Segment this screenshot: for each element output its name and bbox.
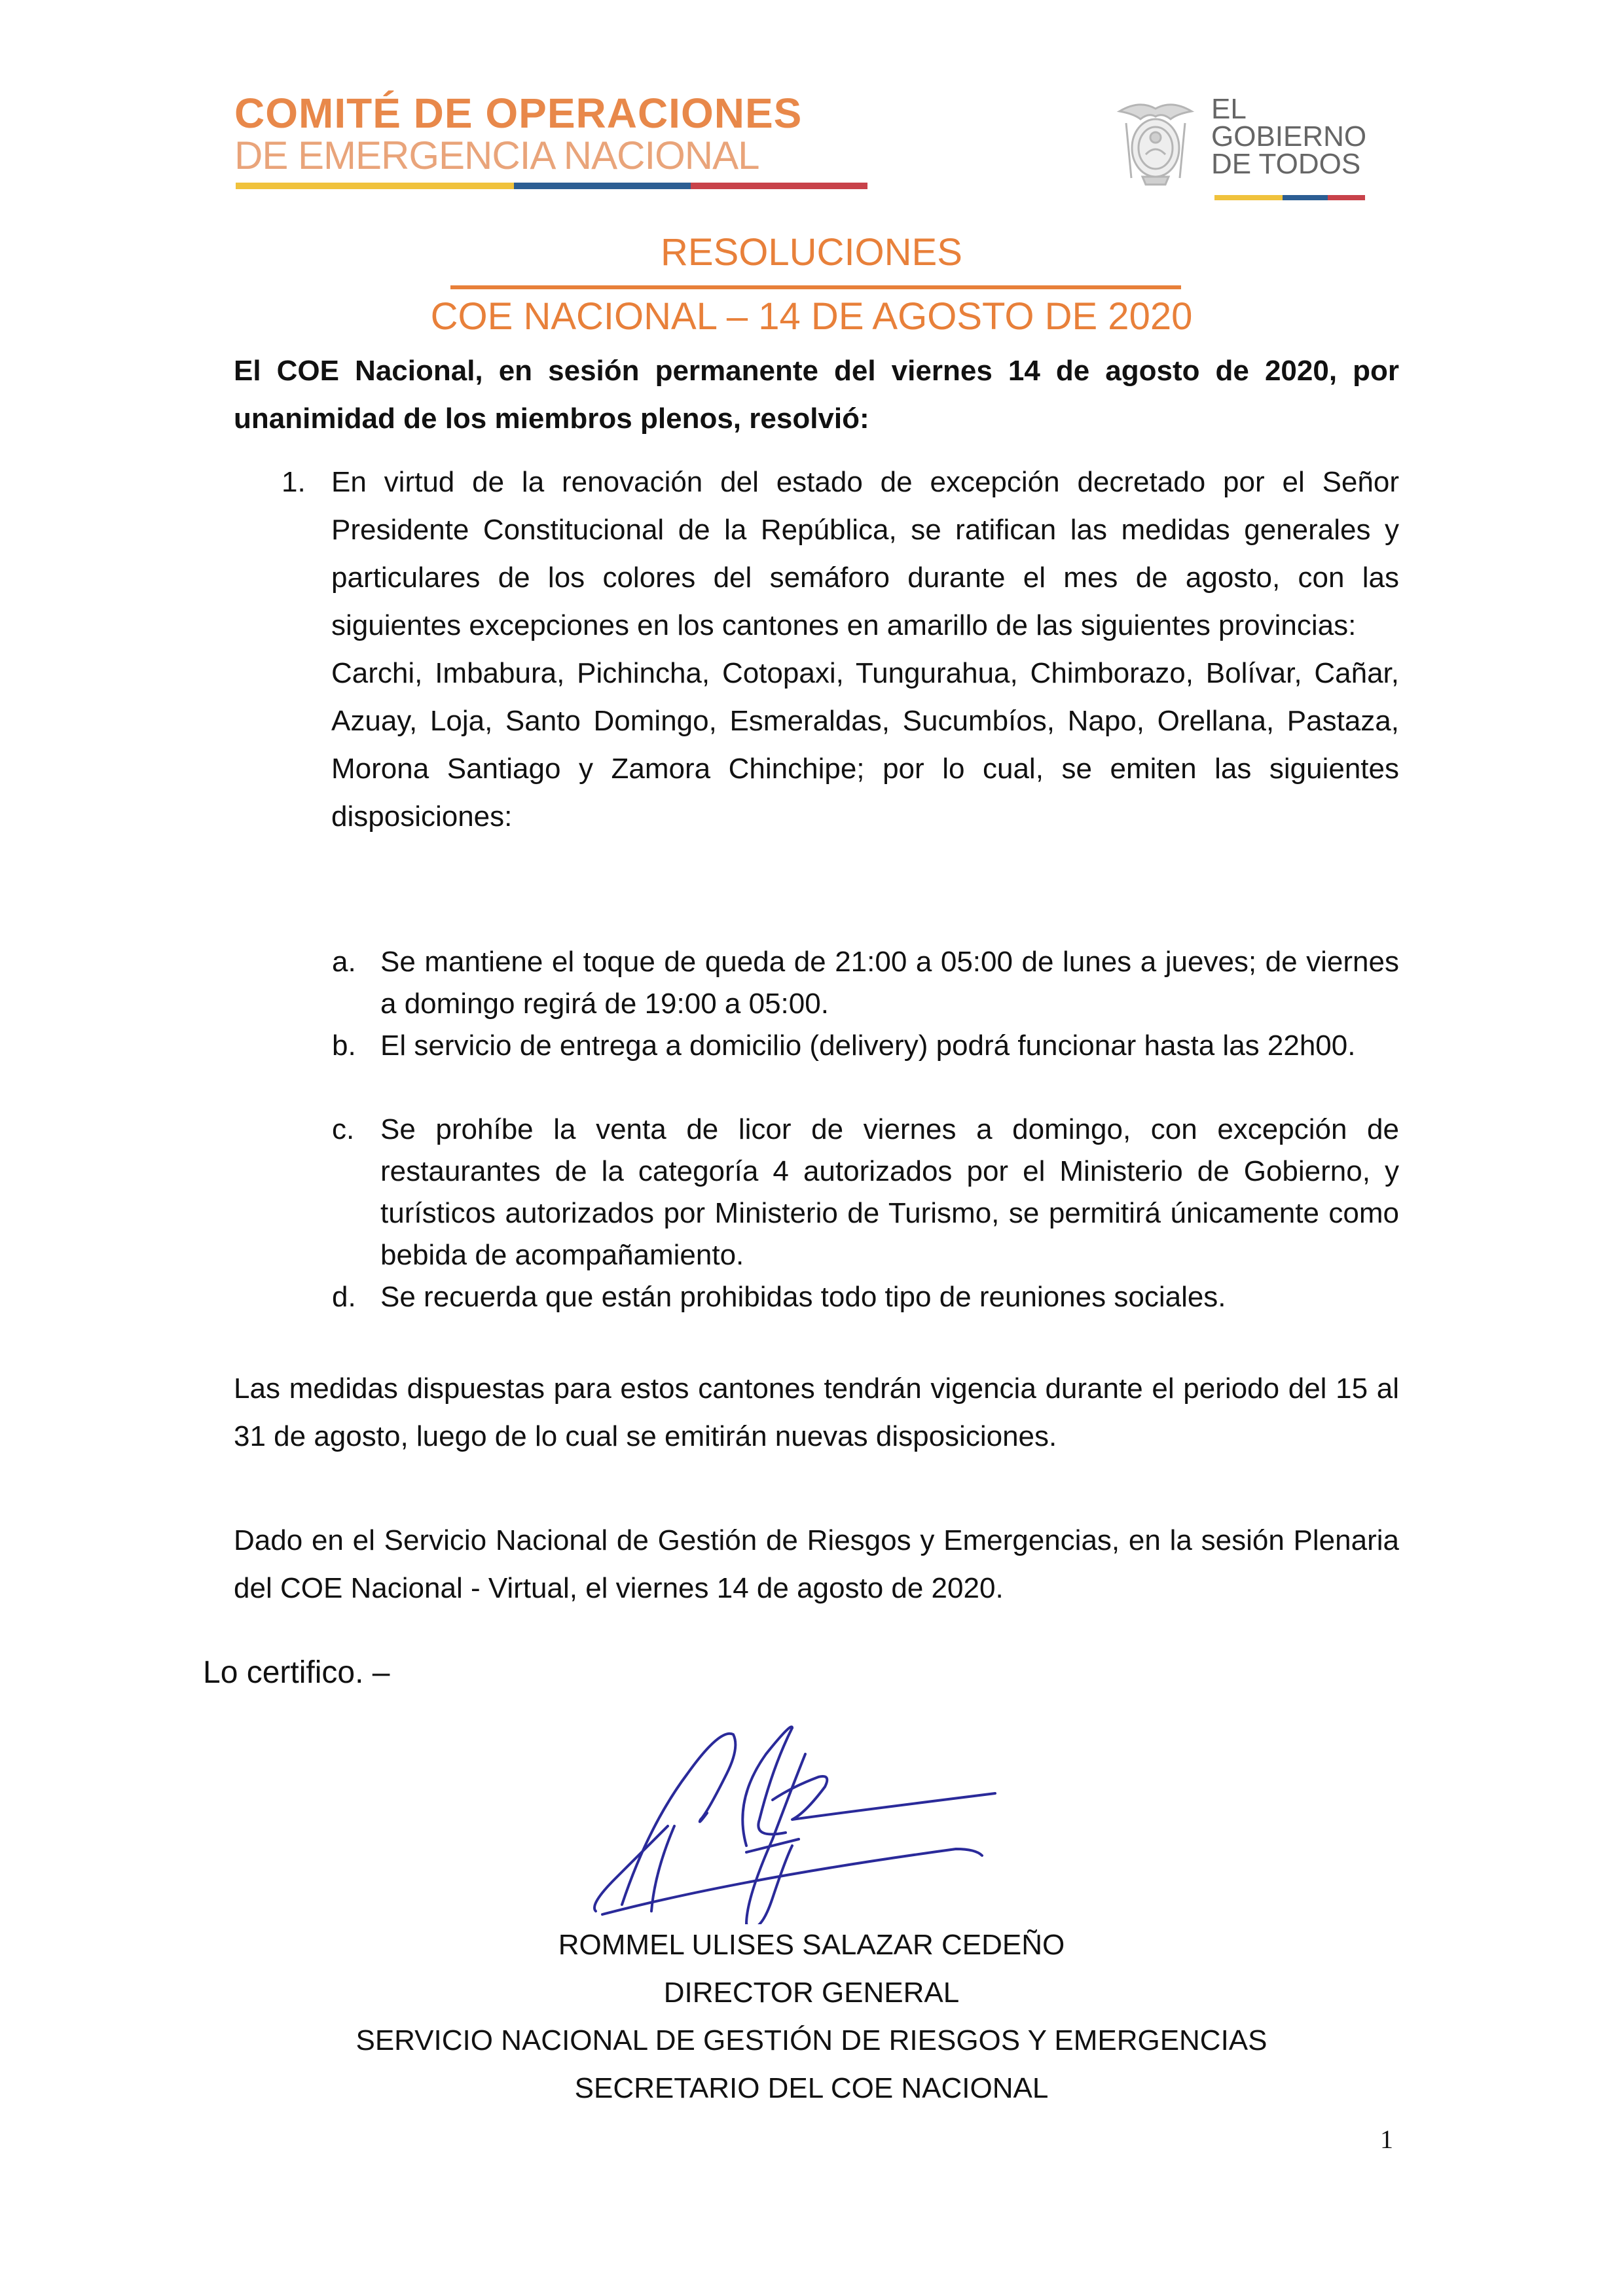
disposition-text: Se prohíbe la venta de licor de viernes a domingo, con excepción de restaurantes de la categoría 4 autorizados por el Ministerio de Gobierno, y turísticos autorizados por Ministerio de Turismo, se permitirá únicamente como bebida de acompañamiento. (380, 1113, 1399, 1271)
flag-color-bar (236, 183, 867, 189)
page-number: 1 (1380, 2125, 1393, 2154)
signatory-title-2: SERVICIO NACIONAL DE GESTIÓN DE RIESGOS Y EMERGENCIAS (356, 2024, 1267, 2056)
resolution-number: 1. (282, 466, 306, 498)
ecuador-coat-of-arms-icon (1113, 97, 1198, 188)
signatory-name: ROMMEL ULISES SALAZAR CEDEÑO (558, 1929, 1065, 1961)
flag-blue-segment (514, 183, 691, 189)
intro-paragraph: El COE Nacional, en sesión permanente del viernes 14 de agosto de 2020, por unanimidad de los miembros plenos, resolvió: (234, 355, 1399, 435)
given-paragraph: Dado en el Servicio Nacional de Gestión de Riesgos y Emergencias, en la sesión Plenaria del COE Nacional - Virtual, el viernes 14 de agosto de 2020. (234, 1524, 1399, 1604)
gob-flag-blue (1283, 195, 1328, 200)
gob-flag-yellow (1214, 195, 1283, 200)
gobierno-logo-text (1211, 93, 1367, 180)
disposition-label: d. (332, 1281, 356, 1313)
gobierno-flag-bar (1214, 195, 1365, 200)
flag-yellow-segment (236, 183, 514, 189)
signatory-block (0, 1921, 1623, 2112)
signatory-title-3: SECRETARIO DEL COE NACIONAL (574, 2072, 1049, 2104)
gobierno-logo-line1: EL (1211, 93, 1247, 125)
validity-paragraph: Las medidas dispuestas para estos cantones tendrán vigencia durante el periodo del 15 al 31 de agosto, luego de lo cual se emitirán nuevas disposiciones. (234, 1372, 1399, 1452)
title-divider (450, 285, 1181, 289)
resolution-item-1 (282, 458, 1399, 840)
gobierno-logo-line2: GOBIERNO (1211, 120, 1367, 152)
disposition-c (332, 1109, 1399, 1276)
document-subtitle: COE NACIONAL – 14 DE AGOSTO DE 2020 (430, 295, 1193, 338)
disposition-label: a. (332, 946, 356, 978)
disposition-b (332, 1025, 1399, 1067)
disposition-text: Se recuerda que están prohibidas todo tipo de reuniones sociales. (380, 1281, 1226, 1313)
disposition-a (332, 941, 1399, 1025)
flag-red-segment (691, 183, 867, 189)
disposition-label: b. (332, 1030, 356, 1062)
coe-logo-line2: DE EMERGENCIA NACIONAL (234, 134, 759, 177)
coe-logo (234, 92, 876, 177)
provinces-list: Carchi, Imbabura, Pichincha, Cotopaxi, Tungurahua, Chimborazo, Bolívar, Cañar, Azuay, Loja, Santo Domingo, Esmeraldas, Sucumbíos, Napo, Orellana, Pastaza, Morona Santiago y Zamora Chinchipe; por lo cual, se emiten las siguientes disposiciones: (331, 657, 1399, 833)
signatory-title-1: DIRECTOR GENERAL (663, 1977, 960, 2009)
handwritten-signature (576, 1715, 1034, 1924)
disposition-text: El servicio de entrega a domicilio (delivery) podrá funcionar hasta las 22h00. (380, 1030, 1356, 1062)
disposition-label: c. (332, 1113, 355, 1145)
gob-flag-red (1328, 195, 1366, 200)
disposition-d (332, 1276, 1399, 1318)
disposition-text: Se mantiene el toque de queda de 21:00 a 05:00 de lunes a jueves; de viernes a domingo regirá de 19:00 a 05:00. (380, 946, 1399, 1020)
certification-text: Lo certifico. – (203, 1655, 390, 1690)
document-title: RESOLUCIONES (661, 231, 962, 274)
resolution-text: En virtud de la renovación del estado de excepción decretado por el Señor Presidente Constitucional de la República, se ratifican las medidas generales y particulares de los colores del semáforo durante el mes de agosto, con las siguientes excepciones en los cantones en amarillo de las siguientes provincias: (331, 466, 1399, 641)
gobierno-logo (1113, 92, 1388, 196)
gobierno-logo-line3: DE TODOS (1211, 148, 1361, 180)
coe-logo-line1: COMITÉ DE OPERACIONES (234, 90, 803, 137)
